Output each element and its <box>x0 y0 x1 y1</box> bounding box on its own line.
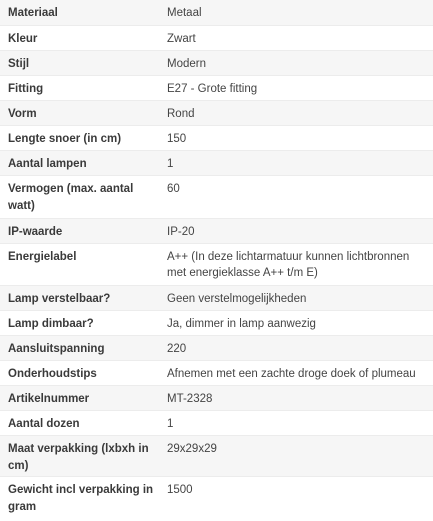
spec-value: Afnemen met een zachte droge doek of plumeau <box>167 368 416 380</box>
spec-key: Artikelnummer <box>8 393 90 405</box>
spec-row-lengte-snoer <box>0 126 433 151</box>
spec-key: Aansluitspanning <box>8 343 105 355</box>
spec-key: Onderhoudstips <box>8 368 97 380</box>
spec-row-artikelnummer <box>0 386 433 411</box>
spec-key: Aantal dozen <box>8 418 80 430</box>
spec-key: Materiaal <box>8 7 58 19</box>
spec-value: Geen verstelmogelijkheden <box>167 293 307 305</box>
spec-value: A++ (In deze lichtarmatuur kunnen lichtbronnen met energieklasse A++ t/m E) <box>167 251 410 279</box>
spec-value: 1 <box>167 158 174 170</box>
spec-key: Aantal lampen <box>8 158 87 170</box>
spec-value: Modern <box>167 58 206 70</box>
spec-key: Fitting <box>8 83 44 95</box>
spec-row-materiaal <box>0 0 433 26</box>
spec-row-aansluitspanning <box>0 336 433 361</box>
spec-value: 29x29x29 <box>167 443 217 455</box>
spec-value: 60 <box>167 183 180 195</box>
spec-row-aantal-lampen <box>0 151 433 176</box>
spec-row-lamp-verstelbaar <box>0 286 433 311</box>
spec-key: Maat verpakking (lxbxh in cm) <box>8 443 149 472</box>
spec-key: Energielabel <box>8 251 77 263</box>
spec-row-vorm <box>0 101 433 126</box>
spec-value: E27 - Grote fitting <box>167 83 258 95</box>
spec-value: 1500 <box>167 484 193 496</box>
spec-value: Metaal <box>167 7 202 19</box>
spec-key: Vermogen (max. aantal watt) <box>8 183 134 212</box>
spec-key: Lengte snoer (in cm) <box>8 133 122 145</box>
spec-value: Rond <box>167 108 195 120</box>
spec-row-maat-verpakking <box>0 436 433 477</box>
spec-row-ip-waarde <box>0 219 433 244</box>
spec-key: Kleur <box>8 33 38 45</box>
spec-key: IP-waarde <box>8 226 63 238</box>
spec-key: Lamp dimbaar? <box>8 318 94 330</box>
spec-row-fitting <box>0 76 433 101</box>
spec-value: 220 <box>167 343 187 355</box>
spec-value: 1 <box>167 418 174 430</box>
spec-row-onderhoudstips <box>0 361 433 386</box>
spec-key: Vorm <box>8 108 37 120</box>
spec-key: Lamp verstelbaar? <box>8 293 111 305</box>
spec-row-gewicht <box>0 477 433 519</box>
spec-value: MT-2328 <box>167 393 213 405</box>
spec-key: Stijl <box>8 58 30 70</box>
spec-value: IP-20 <box>167 226 195 238</box>
spec-row-vermogen <box>0 176 433 219</box>
spec-value: 150 <box>167 133 187 145</box>
spec-row-aantal-dozen <box>0 411 433 436</box>
spec-row-lamp-dimbaar <box>0 311 433 336</box>
spec-row-stijl <box>0 51 433 76</box>
spec-value: Ja, dimmer in lamp aanwezig <box>167 318 316 330</box>
spec-row-kleur <box>0 26 433 51</box>
spec-value: Zwart <box>167 33 196 45</box>
spec-row-energielabel <box>0 244 433 286</box>
spec-key: Gewicht incl verpakking in gram <box>8 484 154 513</box>
